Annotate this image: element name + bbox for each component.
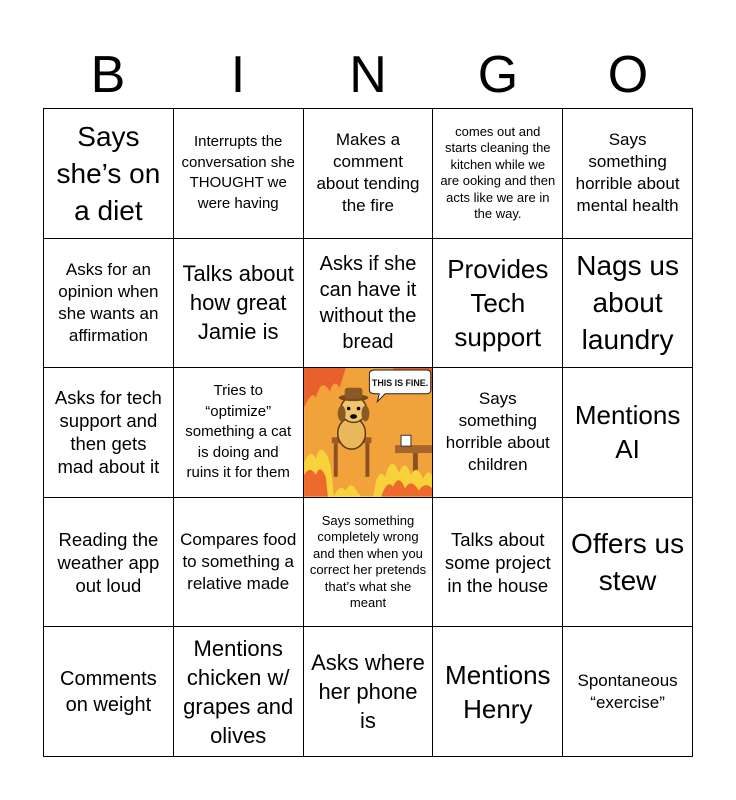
header-letter-g: G	[477, 46, 519, 104]
bingo-cell[interactable]	[304, 498, 434, 628]
bingo-cell[interactable]	[44, 498, 174, 628]
header-letter-n: N	[349, 46, 387, 104]
bingo-cell[interactable]	[433, 368, 563, 498]
cell-text: Offers us stew	[571, 528, 685, 597]
free-space-cell[interactable]	[304, 368, 434, 498]
cell-text: Spontaneous “exercise”	[577, 670, 678, 712]
cell-text: Says something completely wrong and then when you correct her pretends that’s what she meant	[309, 512, 427, 611]
header-letter-i: I	[230, 46, 246, 104]
bingo-cell[interactable]	[433, 239, 563, 369]
bingo-cell[interactable]	[563, 627, 693, 757]
bingo-cell[interactable]	[563, 368, 693, 498]
bingo-cell[interactable]	[304, 239, 434, 369]
bingo-cell[interactable]	[433, 109, 563, 239]
bingo-cell[interactable]	[563, 498, 693, 628]
bingo-cell[interactable]	[174, 239, 304, 369]
cell-text: Mentions AI	[574, 400, 681, 465]
cell-text: Compares food to something a relative made	[180, 530, 297, 594]
bingo-cell[interactable]	[174, 368, 304, 498]
cell-text: Talks about how great Jamie is	[182, 261, 294, 345]
header-letter-b: B	[90, 46, 126, 104]
cell-text: Asks where her phone is	[311, 650, 425, 734]
cell-text: Mentions chicken w/ grapes and olives	[183, 635, 294, 748]
cell-text: Talks about some project in the house	[444, 528, 551, 596]
bingo-cell[interactable]	[563, 239, 693, 369]
bingo-cell[interactable]	[563, 109, 693, 239]
bingo-cell[interactable]	[433, 627, 563, 757]
bingo-cell[interactable]	[174, 498, 304, 628]
cell-text: Asks for an opinion when she wants an affirmation	[58, 259, 159, 345]
bingo-cell[interactable]	[44, 368, 174, 498]
bingo-cell[interactable]	[174, 627, 304, 757]
bingo-card-grid	[43, 108, 693, 757]
cell-text: Nags us about laundry	[576, 250, 679, 356]
cell-text: Says something horrible about mental health	[575, 130, 680, 216]
cell-text: Provides Tech support	[447, 253, 549, 352]
cell-text: Comments on weight	[60, 667, 157, 716]
cell-text: Makes a comment about tending the fire	[316, 130, 420, 216]
bingo-cell[interactable]	[304, 627, 434, 757]
cell-text: Reading the weather app out loud	[57, 528, 160, 596]
header-letter-o: O	[607, 46, 649, 104]
bingo-cell[interactable]	[433, 498, 563, 628]
cell-text: Asks if she can have it without the bread	[319, 252, 417, 353]
cell-text: comes out and starts cleaning the kitchen while we are ooking and then acts like we are in the way.	[440, 123, 556, 222]
cell-text: Mentions Henry	[445, 659, 551, 724]
bingo-cell[interactable]	[174, 109, 304, 239]
bingo-cell[interactable]	[304, 109, 434, 239]
bingo-cell[interactable]	[44, 239, 174, 369]
this-is-fine-dog-image	[304, 368, 433, 497]
speech-bubble-caption: THIS IS FINE.	[371, 377, 428, 388]
cell-text: Says something horrible about children	[445, 389, 550, 475]
bingo-cell[interactable]	[44, 109, 174, 239]
cell-text: Says she’s on a diet	[56, 120, 161, 226]
cell-text: Asks for tech support and then gets mad about it	[54, 387, 162, 478]
cell-text: Tries to “optimize” something a cat is doing and ruins it for them	[185, 382, 292, 482]
bingo-cell[interactable]	[44, 627, 174, 757]
cell-text: Interrupts the conversation she THOUGHT we were having	[181, 133, 295, 212]
bingo-header	[43, 42, 693, 108]
